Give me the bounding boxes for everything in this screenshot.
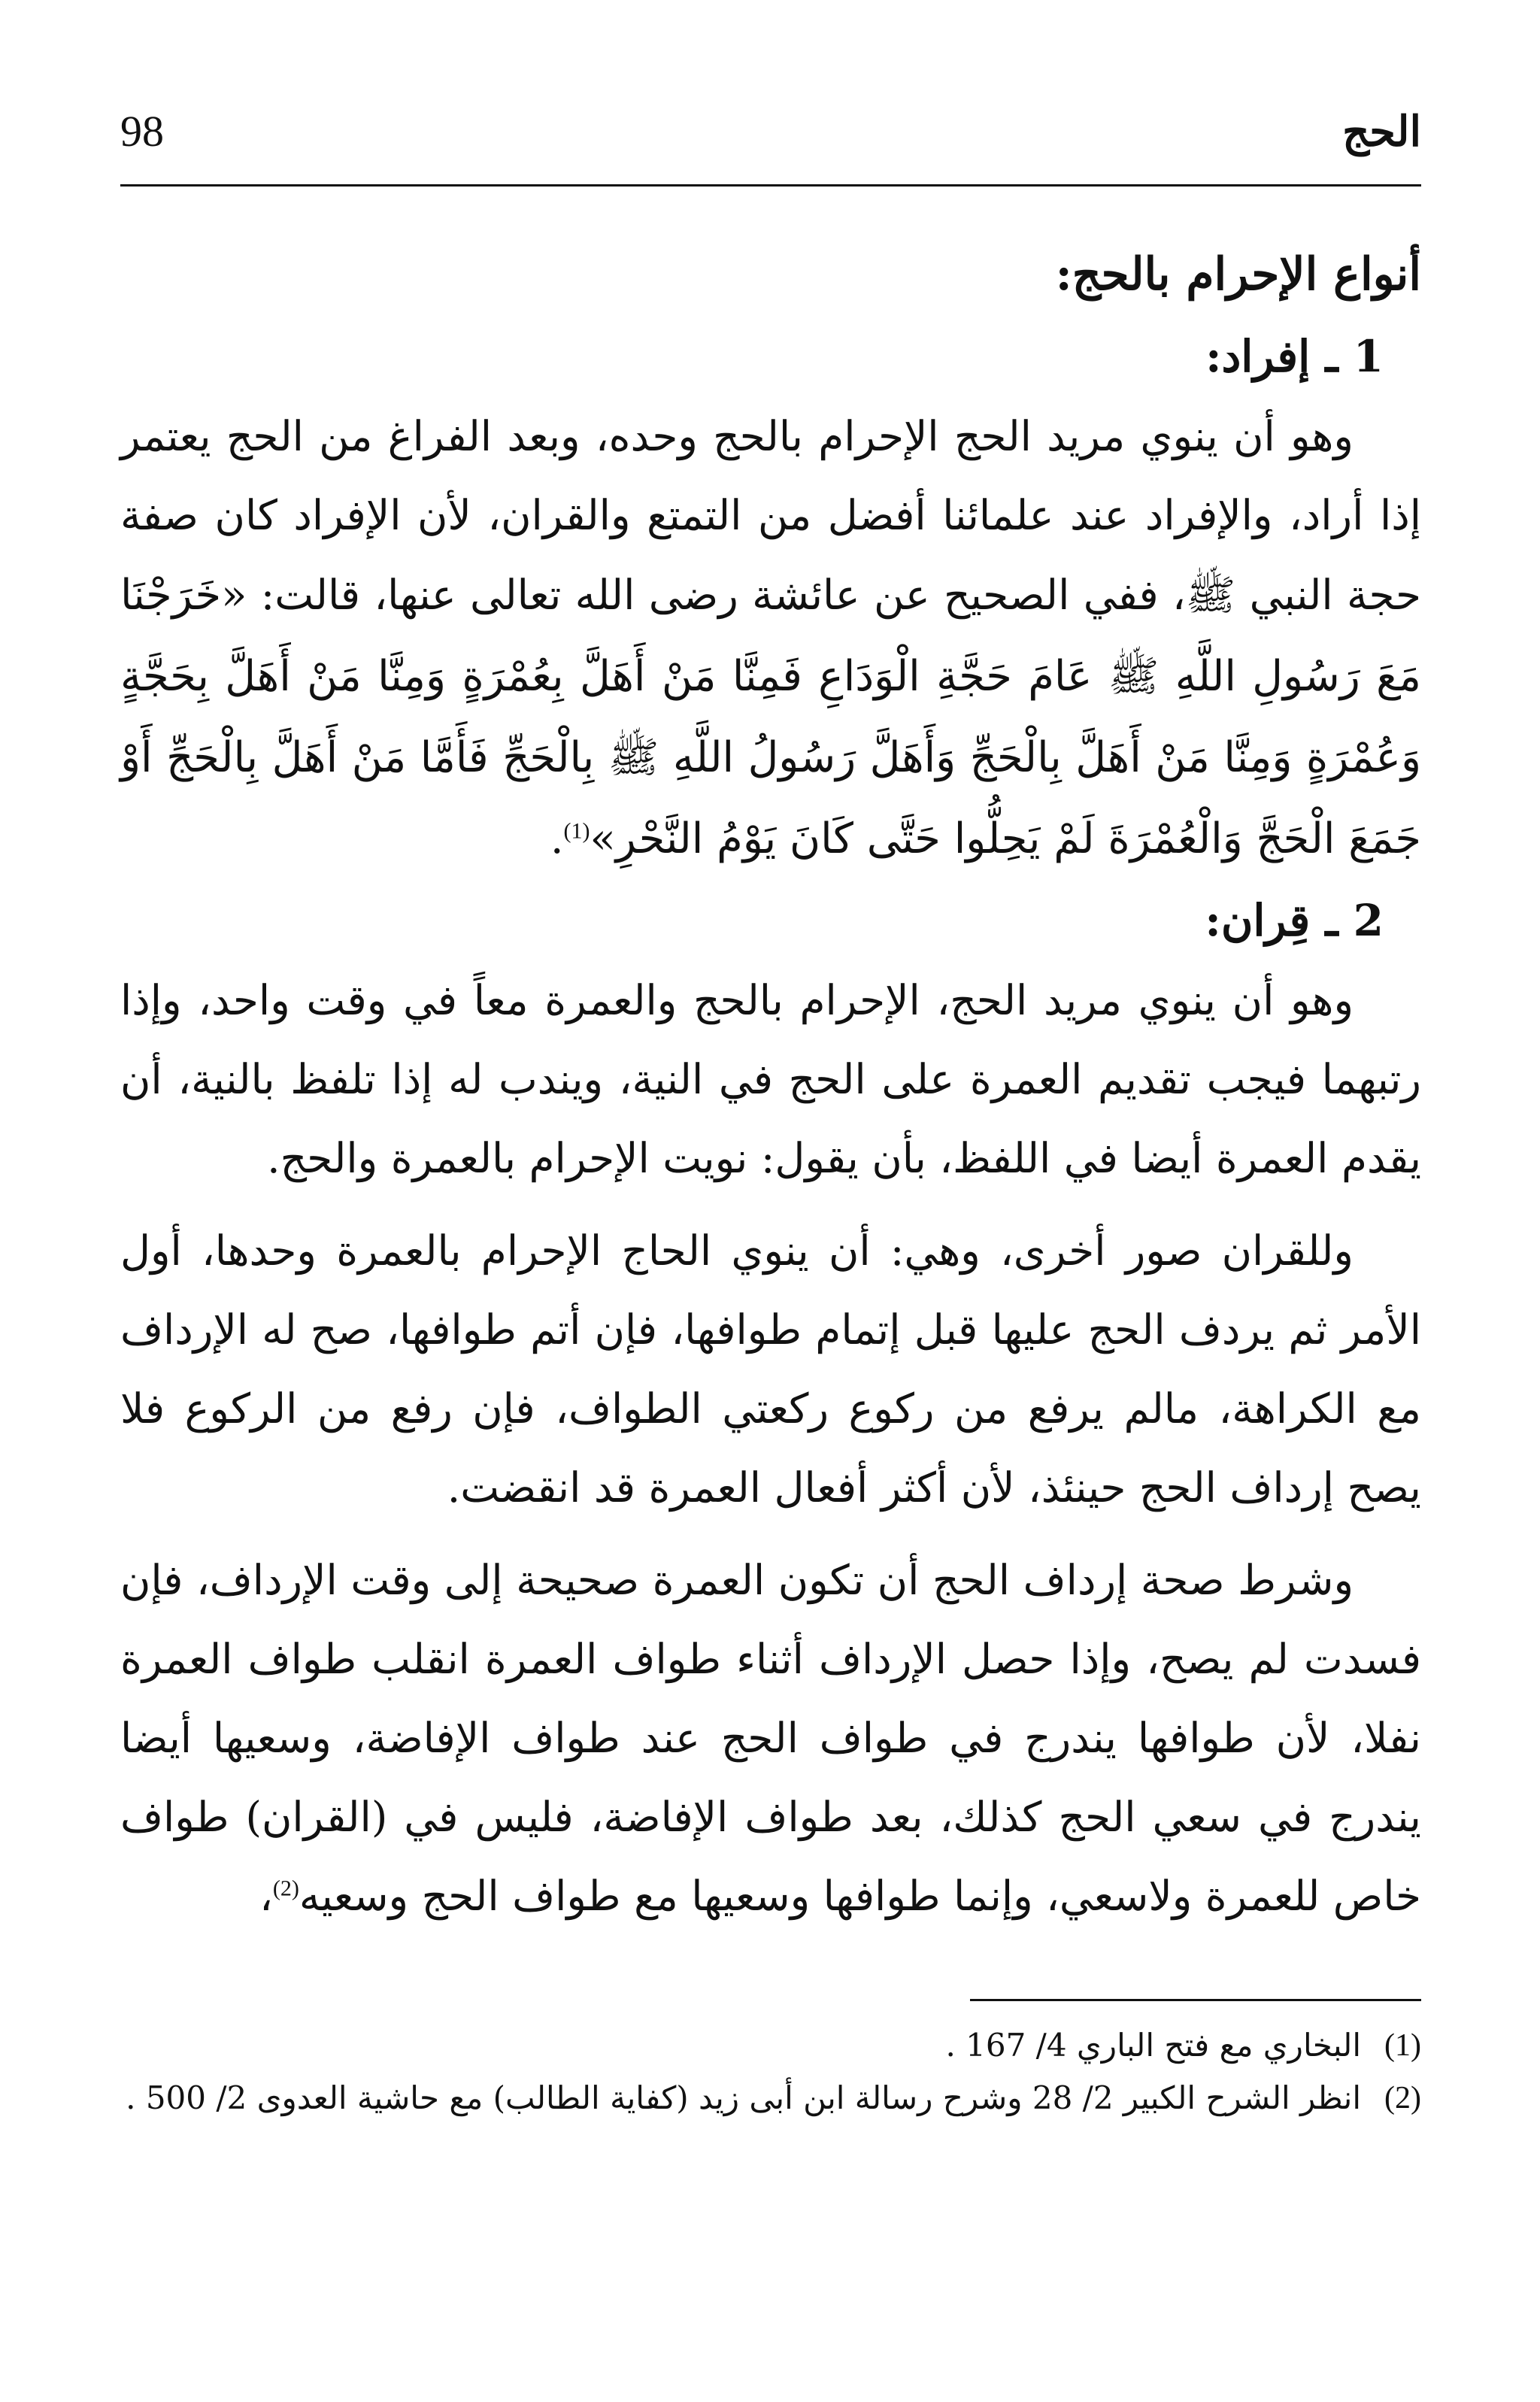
page-body [120,233,1421,1936]
header-divider [120,184,1421,187]
footnotes [120,2019,1421,2124]
qiran-paragraph-2: وللقران صور أخرى، وهي: أن ينوي الحاج الإحرام بالعمرة وحدها، أول الأمر ثم يردف الحج عليها قبل إتمام طوافها، فإن أتم طوافها، صح له الإرداف مع الكراهة، مالم يرفع من ركوع ركعتي الطواف، فإن رفع من الركوع فلا يصح إرداف الحج حينئذ، لأن أكثر أفعال العمرة قد انقضت. [120,1227,1421,1512]
ifrad-text: وهو أن ينوي مريد الحج الإحرام بالحج وحده، وبعد الفراغ من الحج يعتمر إذا أراد، والإفراد عند علمائنا أفضل من التمتع والقران، لأن الإفراد كان صفة حجة النبي ﷺ، ففي الصحيح عن عائشة رضى الله تعالى عنها، قالت: [120,412,1421,619]
qiran-paragraph-1: وهو أن ينوي مريد الحج، الإحرام بالحج والعمرة معاً في وقت واحد، وإذا رتبهما فيجب تقديم العمرة على الحج في النية، ويندب له إذا تلفظ بالنية، أن يقدم العمرة أيضا في اللفظ، بأن يقول: نويت الإحرام بالعمرة والحج. [120,976,1421,1182]
footnote-text: البخاري مع فتح الباري 4/ 167 . [945,2027,1361,2064]
ifrad-heading: 1 ـ إفراد: [1205,331,1384,382]
qiran-paragraph-3 [120,1541,1421,1936]
footnote-divider [970,1999,1421,2001]
running-header [120,98,1421,180]
hadith-end: . [550,814,564,863]
footnote-ref-1[interactable]: (1) [563,818,590,844]
footnote-2 [120,2072,1421,2124]
page-number: 98 [120,107,164,156]
qiran-paragraph-3-end: ، [259,1872,273,1920]
footnote-number: (2) [1384,2081,1421,2115]
footnote-number: (1) [1384,2028,1421,2063]
hadith-quote: «خَرَجْنَا مَعَ رَسُولِ اللَّهِ ﷺ عَامَ حَجَّةِ الْوَدَاعِ فَمِنَّا مَنْ أَهَلَّ بِعُمْرَةٍ وَمِنَّا مَنْ أَهَلَّ بِحَجَّةٍ وَعُمْرَةٍ وَمِنَّا مَنْ أَهَلَّ بِالْحَجِّ وَأَهَلَّ رَسُولُ اللَّهِ ﷺ بِالْحَجِّ فَأَمَّا مَنْ أَهَلَّ بِالْحَجِّ أَوْ جَمَعَ الْحَجَّ وَالْعُمْرَةَ لَمْ يَحِلُّوا حَتَّى كَانَ يَوْمُ النَّحْرِ» [120,571,1421,863]
footnote-text: انظر الشرح الكبير 2/ 28 وشرح رسالة ابن أبى زيد (كفاية الطالب) مع حاشية العدوى 2/ 500 . [126,2079,1361,2116]
qiran-heading: 2 ـ قِران: [1205,895,1384,946]
running-title: الحج [1342,107,1421,156]
qiran-paragraph-3-text: وشرط صحة إرداف الحج أن تكون العمرة صحيحة إلى وقت الإرداف، فإن فسدت لم يصح، وإذا حصل الإرداف أثناء طواف العمرة انقلب طواف العمرة نفلا، لأن طوافها يندرج في طواف الحج عند طواف الإفاضة، وسعيها أيضا يندرج في سعي الحج كذلك، بعد طواف الإفاضة، فليس في (القران) طواف خاص للعمرة ولاسعي، وإنما طوافها وسعيها مع طواف الحج وسعيه [120,1556,1421,1920]
ifrad-paragraph [120,397,1421,880]
footnote-ref-2[interactable]: (2) [272,1876,299,1901]
footnote-1 [120,2019,1421,2072]
section-title: أنواع الإحرام بالحج: [1055,248,1421,301]
